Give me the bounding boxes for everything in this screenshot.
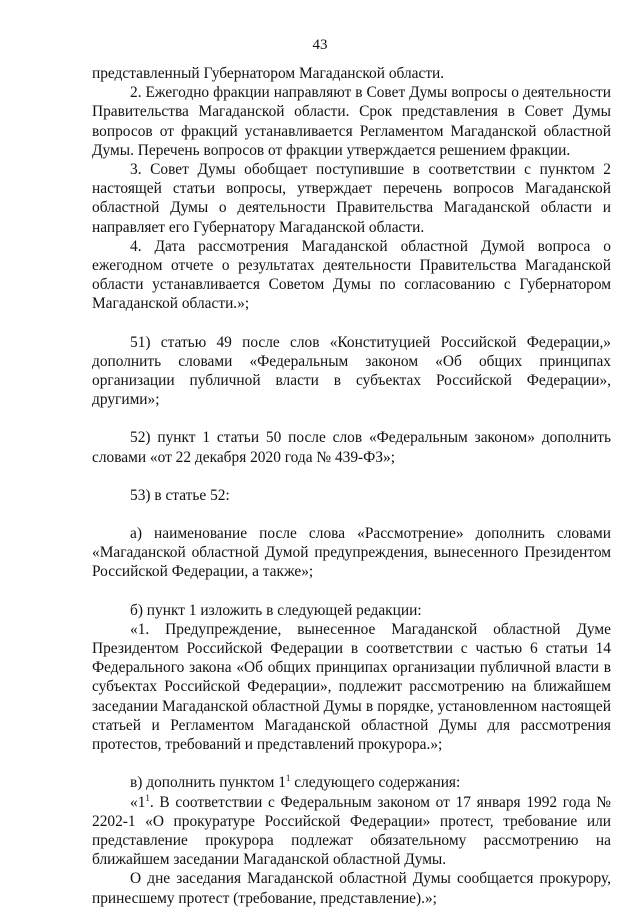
text-fragment: «1 — [130, 793, 146, 811]
paragraph-subitem-b: б) пункт 1 изложить в следующей редакции: — [130, 601, 422, 619]
paragraph-subitem-a: а) наименование после слова «Рассмотрение» дополнить словами «Магаданской областной Думой предупреждения, вынесенного Президентом Российской Федерации, а также»; — [92, 525, 611, 581]
paragraph-item-52: 52) пункт 1 статьи 50 после слов «Федеральным законом» дополнить словами «от 22 декабря 2020 года № 439-ФЗ»; — [92, 429, 611, 466]
text-fragment: следующего содержания: — [290, 774, 461, 792]
paragraph-new-point-1-1 — [92, 793, 611, 870]
text-fragment: в) дополнить пунктом 1 — [130, 774, 286, 792]
paragraph-3: 3. Совет Думы обобщает поступившие в соответствии с пунктом 2 настоящей статьи вопросы, утверждает перечень вопросов Магаданской областной Думы о деятельности Правительства Магаданской области и направляет его Губернатору Магаданской области. — [92, 161, 611, 236]
superscript: 1 — [285, 773, 291, 784]
paragraph-item-53: 53) в статье 52: — [130, 486, 230, 504]
document-body — [92, 64, 611, 908]
paragraph-subitem-v — [92, 773, 611, 792]
paragraph-2: 2. Ежегодно фракции направляют в Совет Думы вопросы о деятельности Правительства Магаданской области. Срок представления в Совет Думы вопросов от фракций устанавливается Регламентом Магаданской областной Думы. Перечень вопросов от фракции утверждается решением фракции. — [92, 84, 611, 159]
paragraph-4: 4. Дата рассмотрения Магаданской областной Думой вопроса о ежегодном отчете о результатах деятельности Правительства Магаданской области устанавливается Советом Думы по согласованию с Губернатором Магаданской области.»; — [92, 237, 611, 313]
superscript: 1 — [145, 792, 150, 803]
paragraph-last: О дне заседания Магаданской областной Думы сообщается прокурору, принесшему протест (требование, представление).»; — [92, 870, 611, 907]
paragraph-item-51: 51) статью 49 после слов «Конституцией Российской Федерации,» дополнить словами «Федеральным законом «Об общих принципах организации публичной власти в субъектах Российской Федерации», другими»; — [92, 333, 611, 409]
text-fragment: . В соответствии с Федеральным законом от 17 января 1992 года № 2202-1 «О прокуратуре Российской Федерации» протест, требование или представление прокурора подлежат обязательному рассмотрению на ближайшем заседании Магаданской областной Думы. — [92, 793, 611, 869]
page-number: 43 — [312, 37, 328, 53]
paragraph-new-point-1: «1. Предупреждение, вынесенное Магаданской областной Думе Президентом Российской Федерации в соответствии с частью 6 статьи 14 Федерального закона «Об общих принципах организации публичной власти в субъектах Российской Федерации», подлежит рассмотрению на ближайшем заседании Магаданской областной Думы в порядке, установленном настоящей статьей и Регламентом Магаданской областной Думы для рассмотрения протестов, требований и представлений прокурора.»; — [92, 620, 611, 754]
paragraph: представленный Губернатором Магаданской области. — [92, 65, 445, 82]
